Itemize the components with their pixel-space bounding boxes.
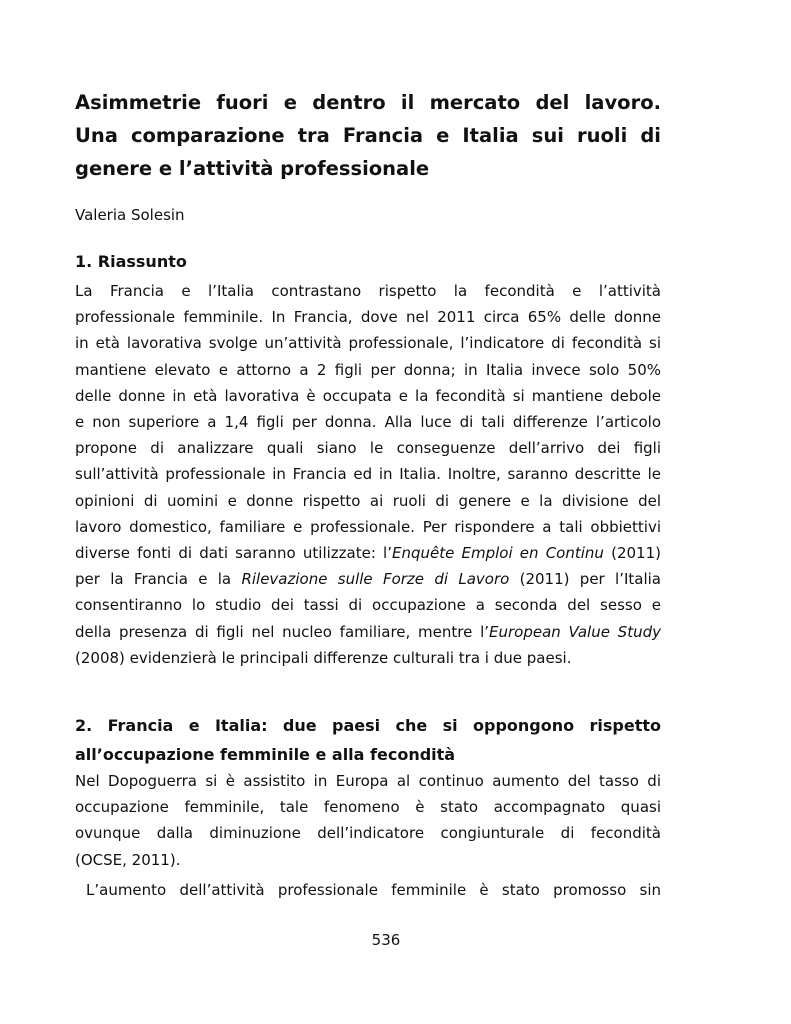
- page-number: 536: [371, 931, 401, 949]
- heading-line: all’occupazione femminile e alla fecondità: [75, 745, 456, 764]
- text-segment: per la Francia e la: [75, 570, 242, 589]
- text-line: [75, 540, 661, 566]
- title-line: genere e l’attività professionale: [75, 157, 430, 180]
- author-name: Valeria Solesin: [75, 206, 185, 224]
- heading-line: 2. Francia e Italia: due paesi che si oppongono rispetto: [75, 716, 661, 735]
- text-segment: della presenza di figli nel nucleo familiare, mentre l’: [75, 622, 490, 641]
- section-2-heading: [75, 711, 661, 769]
- text-line: professionale femminile. In Francia, dove nel 2011 circa 65% delle donne: [75, 308, 661, 327]
- source-title-european-value-study: European Value Study: [489, 622, 661, 641]
- text-line: lavoro domestico, familiare e professionale. Per rispondere a tali obbiettivi: [75, 517, 661, 536]
- text-segment: diverse fonti di dati saranno utilizzate: l’: [75, 544, 392, 563]
- text-line: ovunque dalla diminuzione dell’indicatore congiunturale di fecondità: [75, 824, 661, 843]
- text-line: in età lavorativa svolge un’attività professionale, l’indicatore di fecondità si: [75, 334, 661, 353]
- text-line: L’aumento dell’attività professionale femminile è stato promosso sin: [86, 881, 661, 899]
- text-line: consentiranno lo studio dei tassi di occupazione a seconda del sesso e: [75, 596, 661, 615]
- text-line: (2008) evidenzierà le principali differenze culturali tra i due paesi.: [75, 648, 572, 667]
- text-line: opinioni di uomini e donne rispetto ai ruoli di genere e la divisione del: [75, 491, 661, 510]
- title-line: Asimmetrie fuori e dentro il mercato del lavoro.: [75, 91, 661, 114]
- source-title-enquete-emploi: Enquête Emploi en Continu: [391, 544, 604, 563]
- source-title-rilevazione: Rilevazione sulle Forze di Lavoro: [241, 570, 510, 589]
- paper-page: [75, 0, 661, 1024]
- text-line: delle donne in età lavorativa è occupata e la fecondità si mantiene debole: [75, 386, 661, 405]
- abstract-paragraph: [75, 278, 661, 671]
- title-line: Una comparazione tra Francia e Italia sui ruoli di: [75, 124, 661, 147]
- text-line: sull’attività professionale in Francia ed in Italia. Inoltre, saranno descritte le: [75, 465, 661, 484]
- text-segment: (2011) per l’Italia: [509, 570, 661, 589]
- text-line: Nel Dopoguerra si è assistito in Europa al continuo aumento del tasso di: [75, 772, 661, 790]
- text-line: [75, 566, 661, 592]
- text-line: occupazione femminile, tale fenomeno è stato accompagnato quasi: [75, 798, 661, 817]
- section-2-paragraph-2: [75, 877, 661, 903]
- section-2-paragraph-1: [75, 768, 661, 873]
- text-line: (OCSE, 2011).: [75, 850, 181, 869]
- text-line: mantiene elevato e attorno a 2 figli per donna; in Italia invece solo 50%: [75, 360, 661, 379]
- section-1-heading: 1. Riassunto: [75, 252, 187, 271]
- text-segment: (2011): [603, 544, 661, 563]
- text-line: [75, 619, 661, 645]
- text-line: e non superiore a 1,4 figli per donna. Alla luce di tali differenze l’articolo: [75, 413, 661, 432]
- text-line: propone di analizzare quali siano le conseguenze dell’arrivo dei figli: [75, 439, 661, 458]
- paper-title: [75, 86, 661, 185]
- text-line: La Francia e l’Italia contrastano rispetto la fecondità e l’attività: [75, 282, 661, 300]
